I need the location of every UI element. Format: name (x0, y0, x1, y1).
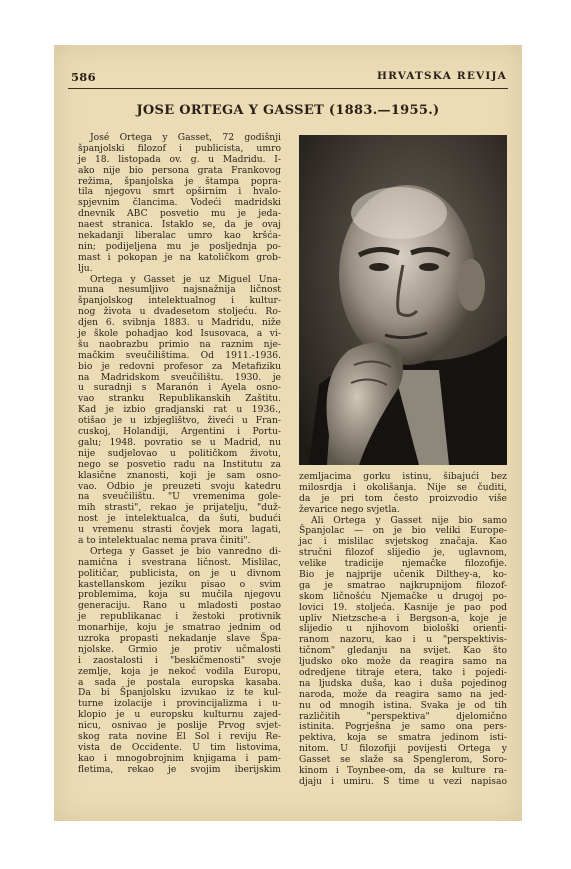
text-line: turne izolacije i provincijalizma i u- (78, 698, 281, 710)
text-line: kinom i Toynbee-om, da se kulture ra- (299, 765, 507, 777)
text-line: mast i pokopan je na katoličkom grob- (78, 251, 281, 263)
text-line: Da bi Španjolsku izvukao iz te kul- (78, 687, 281, 699)
text-line: cuskoj, Holandiji, Argentini i Portu- (78, 426, 281, 438)
text-line: galu; 1948. povratio se u Madrid, nu (78, 436, 281, 448)
text-line: dnevnik ABC posvetio mu je jeda- (78, 208, 281, 220)
text-line: je 18. listopada ov. g. u Madridu. I- (78, 153, 281, 165)
text-line: nitom. U filozofiji povijesti Ortega y (299, 743, 507, 755)
text-line: je republikanac i žestoki protivnik (78, 611, 281, 623)
text-line: velike tradicije njemačke filozofije. (299, 558, 507, 570)
text-line: ga je smatrao najkrupnijom filozof- (299, 579, 507, 591)
text-line: nije sudjelovao u političkom životu, (78, 447, 281, 459)
text-line: zemlje, koja je nekoć vodila Europu, (78, 665, 281, 677)
text-line: ranom nazoru, kao i u "perspektivis- (299, 634, 507, 646)
text-line: lovici 19. stoljeća. Kasnije je pao pod (299, 601, 507, 613)
text-line: mačkim sveučilištima. Od 1911.-1936. (78, 349, 281, 361)
text-line: nost je intelektualca, da šuti, budući (78, 513, 281, 525)
text-line: nu od mnogih istina. Svaka je od tih (299, 699, 507, 711)
text-line: je škole pohadjao kod Isusovaca, a vi- (78, 328, 281, 340)
text-line: naest stranica. Istaklo se, da je ovaj (78, 219, 281, 231)
text-line: tila njegovu smrt opširnim i hvalo- (78, 186, 281, 198)
text-line: nego se posvetio radu na Institutu za (78, 458, 281, 470)
text-line: upliv Nietzsche-a i Bergson-a, koje je (299, 612, 507, 624)
text-line: kastellanskom jeziku pisao o svim (78, 578, 281, 590)
text-line: u suradnji s Maranón i Ayela osno- (78, 382, 281, 394)
text-line: tičnom" gledanju na svijet. Kao što (299, 645, 507, 657)
text-line: na sveučilištu. "U vremenima gole- (78, 491, 281, 503)
page-header (71, 67, 507, 87)
text-line: političar, publicista, on je u divnom (78, 567, 281, 579)
text-line: jac i mislilac svjetskog značaja. Kao (299, 536, 507, 548)
text-line: vao stranku Republikanskih Zaštitu. (78, 393, 281, 405)
text-line: nin; podijeljena mu je posljednja po- (78, 240, 281, 252)
text-line: lju. (78, 262, 93, 274)
text-line: zemljacima gorku istinu, šibajući bez (299, 471, 507, 482)
text-line: njolske. Grmio je protiv učmalosti (78, 643, 281, 655)
text-line: nog života u dvadesetom stoljeću. Ro- (78, 306, 281, 318)
text-line: španjolskog intelektualnog i kultur- (78, 295, 281, 307)
text-line: skog rata novine El Sol i reviju Re- (78, 730, 281, 742)
text-line: nekadanji liberalac umro kao kršća- (78, 230, 281, 242)
text-line: španjolski filozof i publicista, umro (78, 142, 281, 154)
text-line: monarhije, koju je smatrao jednim od (78, 622, 281, 634)
text-line: Španjolac — on je bio veliki Europe- (299, 525, 507, 537)
text-line: stručni filozof slijedio je, uglavnom, (299, 547, 507, 559)
text-line: šu naobrazbu primio na raznim nje- (78, 338, 281, 350)
text-line: spjevnim člancima. Vodeći madridski (78, 197, 281, 209)
text-line: uzroka propasti nekadanje slave Špa- (78, 632, 281, 644)
text-line: ako nije bio persona grata Frankovog (78, 164, 281, 176)
text-line: Ortega y Gasset je uz Miguel Una- (90, 273, 281, 285)
text-line: istinita. Pogrješna je samo ona pers- (299, 721, 507, 733)
text-line: u vremenu strasti čovjek mora lagati, (78, 524, 281, 536)
text-line: nicu, osnivao je poslije Prvog svjet- (78, 720, 281, 732)
left-text-column (78, 133, 281, 776)
text-line: problemima, koja su mučila njegovu (78, 589, 281, 601)
text-line: djaju i umiru. S time u vezi napisao (299, 775, 507, 787)
text-line: na ljudska duša, kao i duša pojedinog (299, 677, 507, 689)
text-line: milosrdja i okolišanja. Nije se čuditi, (299, 481, 507, 493)
text-line: fletima, rekao je svojim iberijskim (78, 763, 281, 775)
journal-name: HRVATSKA REVIJA (377, 70, 507, 82)
text-line: ževarice nego svjetla. (299, 503, 400, 515)
text-line: djen 6. svibnja 1883. u Madridu, niže (78, 317, 281, 329)
text-line: naroda, može da reagira samo na jed- (299, 688, 507, 700)
text-line: Ali Ortega y Gasset nije bio samo (311, 514, 507, 526)
text-line: režima, španjolska je štampa popra- (78, 175, 281, 187)
right-text-column (299, 472, 507, 788)
article-title: JOSE ORTEGA Y GASSET (1883.—1955.) (136, 103, 440, 118)
text-line: Bio je najprije učenik Dilthey-a, ko- (299, 569, 507, 581)
text-line: José Ortega y Gasset, 72 godišnji (90, 132, 281, 143)
text-line: generaciju. Rano u mladosti postao (78, 600, 281, 612)
text-line: vao. Odbio je preuzeti svoju katedru (78, 480, 281, 492)
text-line: Ortega y Gasset je bio vanredno di- (90, 545, 281, 557)
text-line: a sada je postala europska kasaba. (78, 676, 281, 688)
text-line: da je pri tom često proizvodio više (299, 492, 507, 504)
text-line: kao i mnogobrojnim knjigama i pam- (78, 752, 281, 764)
journal-page (54, 45, 522, 821)
text-line: otišao je u izbjeglištvo, živeći u Fran- (78, 415, 281, 427)
page-number: 586 (71, 70, 96, 84)
portrait-photo (299, 135, 507, 465)
text-line: odredjene titraje etera, tako i pojedi- (299, 667, 507, 679)
text-line: a to intelektualac nema prava činiti". (78, 534, 251, 546)
header-rule (68, 88, 508, 89)
text-line: pektiva, koja se smatra jedinom isti- (299, 732, 507, 744)
text-line: namična i svestrana ličnost. Mislilac, (78, 556, 281, 568)
text-line: ljudsko oko može da reagira samo na (299, 656, 507, 668)
text-line: klopio je u europsku kulturnu zajed- (78, 709, 281, 721)
text-line: skom ličnošću Njemačke u drugoj po- (299, 590, 507, 602)
text-line: različitih "perspektiva" djelomično (299, 710, 507, 722)
text-line: i zaostalosti i "beskičmenosti" svoje (78, 654, 281, 666)
text-line: klasične znanosti, koji je sam osno- (78, 469, 281, 481)
text-line: bio je redovni profesor za Metafiziku (78, 360, 281, 372)
text-line: slijedio u njihovom biološki orienti- (299, 623, 507, 635)
text-line: mih strasti", rekao je prijatelju, "duž- (78, 502, 281, 514)
text-line: vista de Occidente. U tim listovima, (78, 741, 281, 753)
text-line: Kad je izbio gradjanski rat u 1936., (78, 404, 281, 416)
text-line: na Madridskom sveučilištu. 1930. je (78, 371, 281, 383)
text-line: muna nesumljivo najsnažnija ličnost (78, 284, 281, 296)
text-line: Gasset se slaže sa Spenglerom, Soro- (299, 754, 507, 766)
